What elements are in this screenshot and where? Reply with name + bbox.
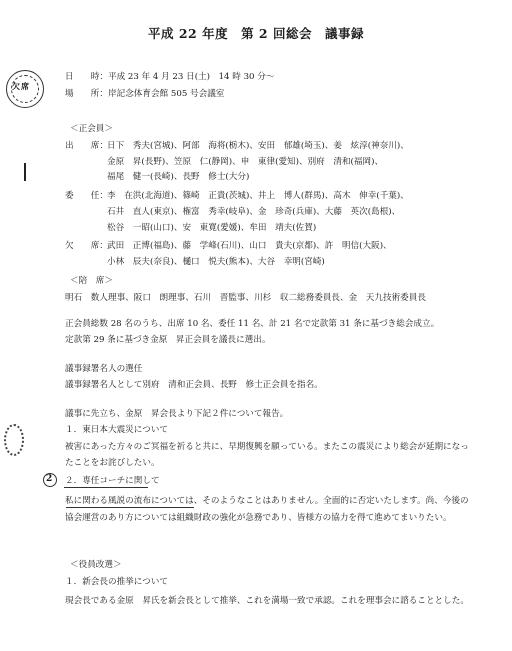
report-item1-line: たことをお詫びしたい。 <box>65 458 160 468</box>
report-item2-line: 私に関わる風説の流布については、そのようなことはありません。全面的に否定いたします。尚、今後の <box>65 496 469 506</box>
observers-heading: ＜陪 席＞ <box>70 276 113 286</box>
report-item1-line: 被害にあった方々のご冥福を祈ると共に、早期復興を願っている。またこの震災により総会が延期になっ <box>65 442 469 452</box>
absent-line: 小林 辰夫(奈良)、樋口 悦夫(熊本)、大谷 幸明(宮崎) <box>107 257 325 267</box>
report-item2-line: 協会運営のあり方については組織財政の強化が急務であり、皆様方の協力を得て進めてまいりたい。 <box>65 513 452 523</box>
proxy-line: 石井 直人(東京)、権富 秀幸(岐阜)、金 珍奇(兵庫)、大藤 英次(島根)、 <box>107 207 401 217</box>
date-value: 平成 23 年 4 月 23 日(土) 14 時 30 分～ <box>108 72 275 82</box>
report-intro: 議事に先立ち、金原 昇会長より下記２件について報告。 <box>65 409 289 419</box>
proxy-label: 委 任： <box>65 191 108 201</box>
handwritten-underline <box>64 487 148 488</box>
seal-stamp-text: 欠席 <box>12 81 30 91</box>
handwritten-underline <box>66 507 194 508</box>
regular-members-heading: ＜正会員＞ <box>70 124 113 134</box>
place-label: 場 所： <box>65 89 108 99</box>
signers-heading: 議事録署名人の選任 <box>65 364 143 374</box>
officers-item1-text: 現会長である金原 昇氏を新会長として推挙、これを満場一致で承認。これを理事会に諮ることとした。 <box>65 596 469 606</box>
observers-line: 明石 数人理事、阪口 朗理事、石川 晋監事、川杉 収二総務委員長、金 天九技術委員長 <box>65 293 426 303</box>
attend-line: 日下 秀夫(宮城)、阿部 海将(栃木)、安田 郁雄(埼玉)、姜 炫淳(神奈川)、 <box>107 141 409 151</box>
report-item1-heading: １．東日本大震災について <box>65 425 168 435</box>
quorum-line: 正会員総数 28 名のうち、出席 10 名、委任 11 名、計 21 名で定款第 31 条に基づき総会成立。 <box>65 319 440 329</box>
proxy-line: 李 在洪(北海道)、篠崎 正貴(茨城)、井上 博人(群馬)、高木 伸幸(千葉)、 <box>107 191 409 201</box>
absent-label: 欠 席： <box>65 241 108 251</box>
margin-number-mark: 2 <box>46 474 53 484</box>
margin-circle-mark <box>43 473 57 487</box>
officers-heading: ＜役員改選＞ <box>70 560 122 570</box>
signers-text: 議事録署名人として別府 清和正会員、長野 修士正会員を指名。 <box>65 380 323 390</box>
quorum-line: 定款第 29 条に基づき金原 昇正会員を議長に選出。 <box>65 335 271 345</box>
attend-label: 出 席： <box>65 141 108 151</box>
margin-bar-mark <box>24 163 26 181</box>
place-value: 岸記念体育会館 505 号会議室 <box>108 89 225 99</box>
attend-line: 福尾 健一(長崎)、長野 修士(大分) <box>107 172 250 182</box>
report-item2-heading: ２．専任コーチに関して <box>65 476 160 486</box>
absent-line: 武田 正博(福島)、藤 学峰(石川)、山口 貴夫(京都)、許 明信(大阪)、 <box>107 241 392 251</box>
date-label: 日 時： <box>65 72 108 82</box>
attend-line: 金原 昇(長野)、笠原 仁(静岡)、申 東律(愛知)、別府 清和(福岡)、 <box>107 157 384 167</box>
punch-hole-mark <box>4 424 24 456</box>
proxy-line: 松谷 一昭(山口)、安 東寛(愛媛)、牟田 靖夫(佐賀) <box>107 223 317 233</box>
document-title: 平成 22 年度 第 2 回総会 議事録 <box>147 26 364 41</box>
officers-item1-heading: １．新会長の推挙について <box>65 577 168 587</box>
